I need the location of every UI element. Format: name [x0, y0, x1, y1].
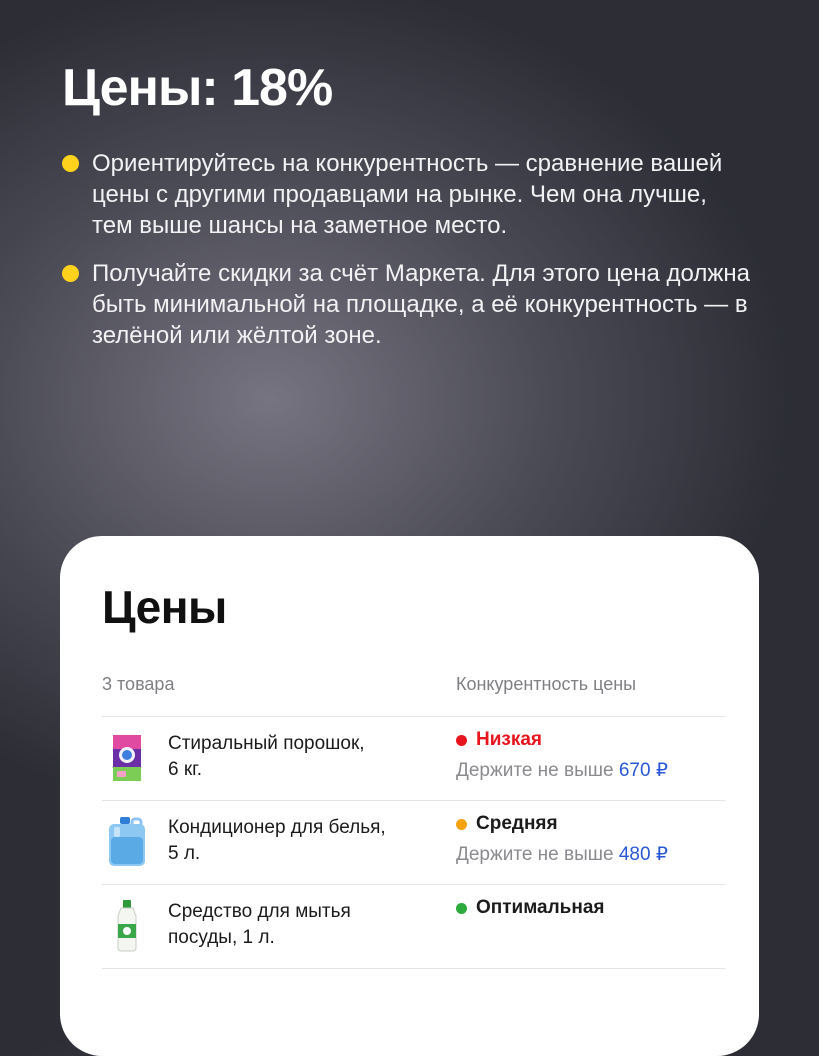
fabric-softener-canister-icon	[106, 815, 148, 869]
status-dot-orange-icon	[456, 819, 467, 830]
product-name: Стиральный порошок, 6 кг.	[168, 733, 365, 780]
detergent-box-icon	[106, 731, 148, 785]
price-hint: Держите не выше 480 ₽	[456, 844, 668, 865]
competitiveness-header: Конкурентность цены	[456, 674, 637, 694]
recommended-price: 480 ₽	[618, 844, 668, 865]
status-dot-green-icon	[456, 903, 467, 914]
dish-soap-bottle-icon	[106, 899, 148, 953]
products-table	[102, 716, 725, 969]
status-badge: Оптимальная	[456, 897, 605, 919]
status-dot-red-icon	[456, 735, 467, 746]
bullet-item	[62, 258, 752, 351]
product-name: Кондиционер для белья, 5 л.	[168, 817, 386, 864]
product-name: Средство для мытья посуды, 1 л.	[168, 901, 351, 948]
bullet-text: Получайте скидки за счёт Маркета. Для этого цена должна быть минимальной на площадке, а её конкурентность — в зелёной или жёлтой зоне.	[92, 260, 751, 349]
bullet-list	[62, 148, 752, 368]
table-row[interactable]	[102, 801, 725, 885]
card-title: Цены	[102, 581, 227, 633]
status-badge: Низкая	[456, 729, 542, 751]
bullet-item	[62, 148, 752, 241]
status-badge: Средняя	[456, 813, 558, 835]
bullet-dot-icon	[62, 155, 79, 172]
price-hint: Держите не выше 670 ₽	[456, 760, 668, 781]
page-title: Цены: 18%	[62, 59, 333, 117]
table-row[interactable]	[102, 885, 725, 969]
products-count-header: 3 товара	[102, 674, 175, 694]
table-row[interactable]	[102, 717, 725, 801]
bullet-text: Ориентируйтесь на конкурентность — сравнение вашей цены с другими продавцами на рынке. Чем она лучше, тем выше шансы на заметное место.	[92, 150, 723, 239]
bullet-dot-icon	[62, 265, 79, 282]
recommended-price: 670 ₽	[618, 760, 668, 781]
prices-card	[60, 536, 759, 1056]
